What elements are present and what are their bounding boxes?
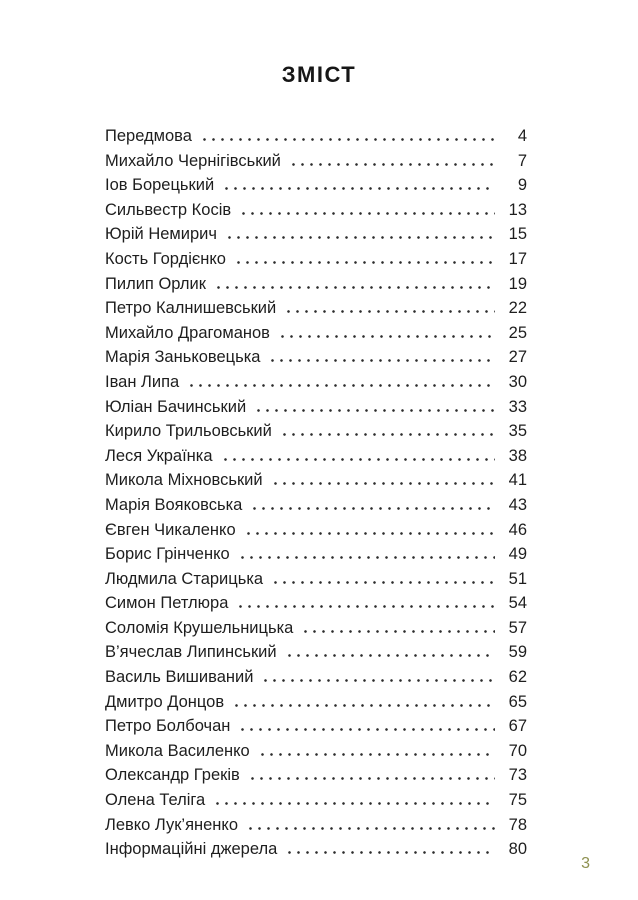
toc-entry-label: Кость Гордієнко	[105, 249, 226, 268]
toc-entry-label: Михайло Драгоманов	[105, 323, 270, 342]
toc-entry-label: Євген Чикаленко	[105, 520, 236, 539]
dot-leader	[232, 704, 495, 707]
toc-entry-label: Петро Калнишевський	[105, 299, 277, 318]
dot-leader	[248, 777, 495, 780]
dot-leader	[213, 802, 495, 805]
toc-entry	[105, 665, 527, 690]
dot-leader	[238, 556, 495, 559]
toc-entry-page: 9	[517, 176, 527, 195]
toc-entry-label: Іван Липа	[105, 372, 180, 391]
toc-entry-page: 70	[508, 741, 527, 760]
toc-entry-label: Соломія Крушельницька	[105, 618, 294, 637]
toc-entry-label: В’ячеслав Липинський	[105, 643, 277, 662]
toc-entry-page: 27	[508, 348, 527, 367]
dot-leader	[244, 532, 495, 535]
toc-entry-page: 43	[508, 495, 527, 514]
toc-entry-label: Борис Грінченко	[105, 545, 230, 564]
toc-entry-label: Михайло Чернігівський	[105, 151, 281, 170]
toc-entry	[105, 419, 527, 444]
toc-entry	[105, 149, 527, 174]
toc-entry-label: Симон Петлюра	[105, 594, 229, 613]
toc-entry-page: 49	[508, 545, 527, 564]
dot-leader	[271, 482, 495, 485]
toc-entry	[105, 247, 527, 272]
dot-leader	[268, 359, 495, 362]
toc-entry-label: Кирило Трильовський	[105, 422, 272, 441]
dot-leader	[278, 335, 495, 338]
dot-leader	[225, 236, 495, 239]
toc-entry-page: 15	[508, 225, 527, 244]
toc-entry	[105, 813, 527, 838]
toc-entry	[105, 444, 527, 469]
dot-leader	[239, 212, 495, 215]
toc-entry-page: 4	[517, 127, 527, 145]
toc-entry	[105, 616, 527, 641]
dot-leader	[285, 851, 495, 854]
toc-entry-label: Дмитро Донцов	[105, 692, 225, 711]
toc-entry-page: 38	[508, 446, 527, 465]
toc-entry	[105, 640, 527, 665]
toc-entry-page: 41	[508, 471, 527, 490]
dot-leader	[200, 138, 495, 141]
dot-leader	[254, 409, 495, 412]
toc-entry-label: Микола Василенко	[105, 741, 250, 760]
toc-entry-label: Інформаційні джерела	[105, 840, 278, 859]
toc-entry	[105, 788, 527, 813]
toc-entry-label: Пилип Орлик	[105, 274, 206, 293]
toc-entry-label: Юрій Немирич	[105, 225, 217, 244]
toc-entry-label: Петро Болбочан	[105, 717, 231, 736]
toc-entry-label: Олена Теліга	[105, 791, 206, 810]
dot-leader	[258, 753, 495, 756]
toc-entry-page: 13	[508, 200, 527, 219]
toc-entry	[105, 222, 527, 247]
toc-entry	[105, 714, 527, 739]
toc-entry-label: Людмила Старицька	[105, 569, 264, 588]
toc-entry-label: Олександр Греків	[105, 766, 240, 785]
toc-entry	[105, 542, 527, 567]
toc-entry	[105, 493, 527, 518]
toc-entry	[105, 567, 527, 592]
toc-entry-page: 19	[508, 274, 527, 293]
toc-entry-label: Марія Вояковська	[105, 495, 243, 514]
toc-entry	[105, 837, 527, 862]
toc-entry-label: Юліан Бачинський	[105, 397, 247, 416]
toc-entry-page: 80	[508, 840, 527, 859]
dot-leader	[214, 286, 495, 289]
toc-entry-label: Іов Борецький	[105, 176, 215, 195]
toc-entry-page: 75	[508, 791, 527, 810]
page-title: ЗМІСТ	[281, 62, 357, 87]
dot-leader	[289, 163, 495, 166]
toc-entry-page: 65	[508, 692, 527, 711]
toc-entry	[105, 591, 527, 616]
toc-entry-page: 73	[508, 766, 527, 785]
toc-entry-page: 62	[508, 668, 527, 687]
toc-entry	[105, 321, 527, 346]
toc-entry-page: 17	[508, 249, 527, 268]
toc-entry-page: 46	[508, 520, 527, 539]
toc-entry	[105, 468, 527, 493]
toc-entry-label: Василь Вишиваний	[105, 668, 254, 687]
toc-entry-page: 7	[517, 151, 527, 170]
toc-entry-page: 25	[508, 323, 527, 342]
toc-entry	[105, 518, 527, 543]
dot-leader	[221, 458, 495, 461]
toc-entry-page: 67	[508, 717, 527, 736]
toc-list	[105, 124, 527, 862]
toc-entry	[105, 763, 527, 788]
toc-entry-label: Микола Міхновський	[105, 471, 263, 490]
dot-leader	[222, 187, 495, 190]
toc-entry	[105, 198, 527, 223]
dot-leader	[261, 679, 495, 682]
toc-entry-page: 78	[508, 815, 527, 834]
page-number: 3	[581, 855, 590, 872]
toc-entry-label: Леся Українка	[105, 446, 213, 465]
toc-entry	[105, 345, 527, 370]
dot-leader	[238, 728, 495, 731]
toc-entry	[105, 296, 527, 321]
toc-entry-label: Левко Лук’яненко	[105, 815, 238, 834]
toc-entry-page: 30	[508, 372, 527, 391]
dot-leader	[187, 384, 495, 387]
dot-leader	[301, 630, 495, 633]
toc-entry-label: Передмова	[105, 127, 192, 145]
toc-entry-page: 51	[508, 569, 527, 588]
toc-entry-page: 57	[508, 618, 527, 637]
dot-leader	[234, 261, 495, 264]
dot-leader	[246, 827, 495, 830]
toc-entry-page: 22	[508, 299, 527, 318]
dot-leader	[271, 581, 495, 584]
toc-entry-label: Марія Заньковецька	[105, 348, 261, 367]
toc-entry-page: 54	[508, 594, 527, 613]
dot-leader	[236, 605, 495, 608]
toc-entry	[105, 395, 527, 420]
toc-entry-page: 33	[508, 397, 527, 416]
toc-entry-page: 59	[508, 643, 527, 662]
toc-entry	[105, 173, 527, 198]
dot-leader	[285, 654, 495, 657]
toc-entry-page: 35	[508, 422, 527, 441]
dot-leader	[250, 507, 495, 510]
dot-leader	[280, 433, 495, 436]
toc-entry	[105, 370, 527, 395]
toc-entry	[105, 124, 527, 149]
dot-leader	[284, 310, 495, 313]
toc-entry	[105, 272, 527, 297]
toc-entry	[105, 739, 527, 764]
toc-entry	[105, 690, 527, 715]
toc-entry-label: Сильвестр Косів	[105, 200, 232, 219]
